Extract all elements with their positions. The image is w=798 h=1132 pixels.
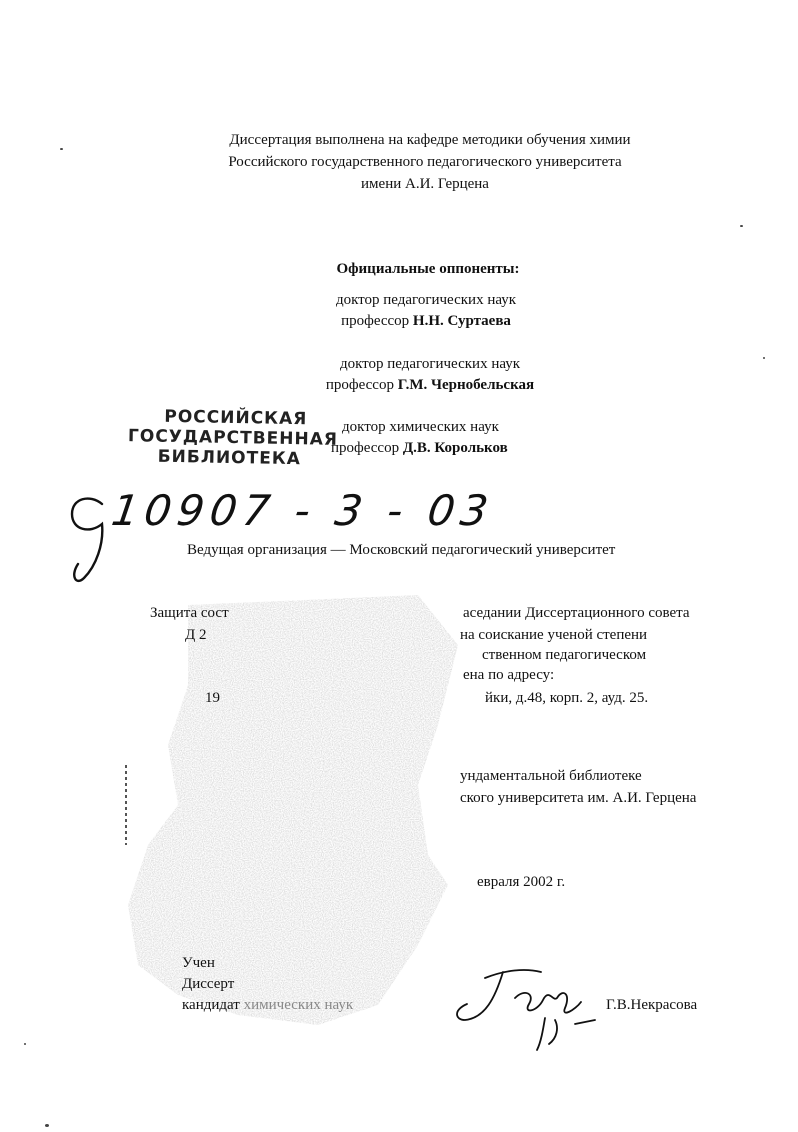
opponent-3-name-line xyxy=(331,439,508,457)
opponents-title-text: Официальные оппоненты: xyxy=(336,261,520,277)
lead-organization: Ведущая организация — Московский педагогический университет xyxy=(187,542,616,558)
opponent-1-prefix: профессор xyxy=(341,313,410,329)
stamp-line-2: ГОСУДАРСТВЕННАЯ xyxy=(127,426,339,450)
library-line-2-right: ского университета им. А.И. Герцена xyxy=(460,790,697,806)
defense-line-2-left: Д 2 xyxy=(185,627,207,643)
opponent-1-name-line xyxy=(276,312,576,330)
opponents-title xyxy=(278,260,578,278)
opponent-2-name: Г.М. Чернобельская xyxy=(397,377,535,393)
scan-speck xyxy=(740,225,743,227)
opponent-2-degree: доктор педагогических наук xyxy=(339,356,521,372)
header-line-2: Российского государственного педагогического университета xyxy=(228,154,622,170)
library-stamp xyxy=(127,406,338,470)
opponent-1-degree: доктор педагогических наук xyxy=(335,292,517,308)
opponent-3-degree: доктор химических наук xyxy=(342,419,499,435)
header-line-1: Диссертация выполнена на кафедре методики обучения химии xyxy=(229,132,631,148)
scan-speck xyxy=(24,1043,26,1045)
library-line-1-right: ундаментальной библиотеке xyxy=(460,768,642,784)
defense-line-5-right: йки, д.48, корп. 2, ауд. 25. xyxy=(485,690,649,706)
defense-line-1-left: Защита сост xyxy=(150,605,229,621)
scan-speck xyxy=(763,357,765,359)
handwritten-catalogue-number: 10907 - 3 - 03 xyxy=(108,486,497,535)
defense-line-2-right: на соискание ученой степени xyxy=(460,627,648,643)
secretary-signature xyxy=(445,958,615,1058)
opponent-2-prefix: профессор xyxy=(325,377,394,393)
secretary-line-1: Учен xyxy=(182,955,215,971)
stamp-line-3: БИБЛИОТЕКА xyxy=(157,446,302,470)
defense-line-4-right: ена по адресу: xyxy=(463,667,555,683)
dispatch-date: евраля 2002 г. xyxy=(477,874,566,890)
opponent-3-prefix: профессор xyxy=(331,440,400,456)
opponent-2-name-line xyxy=(280,376,580,394)
handwritten-letter xyxy=(62,490,114,590)
defense-line-3-right: ственном педагогическом xyxy=(482,647,647,663)
defense-line-5-left: 19 xyxy=(205,690,220,706)
opponent-1-name: Н.Н. Суртаева xyxy=(412,313,511,329)
secretary-degree: кандидат xyxy=(182,997,240,1013)
scan-speck xyxy=(45,1124,49,1127)
defense-line-1-right: аседании Диссертационного совета xyxy=(463,605,690,621)
secretary-field: химических наук xyxy=(243,997,354,1013)
header-line-3: имени А.И. Герцена xyxy=(361,176,489,192)
stamp-line-1: РОССИЙСКАЯ xyxy=(164,406,308,430)
opponent-3-name: Д.В. Корольков xyxy=(402,440,508,456)
secretary-line-3 xyxy=(182,996,353,1014)
secretary-line-2: Диссерт xyxy=(182,976,235,992)
secretary-name: Г.В.Некрасова xyxy=(606,997,698,1013)
scan-speck xyxy=(60,148,63,150)
